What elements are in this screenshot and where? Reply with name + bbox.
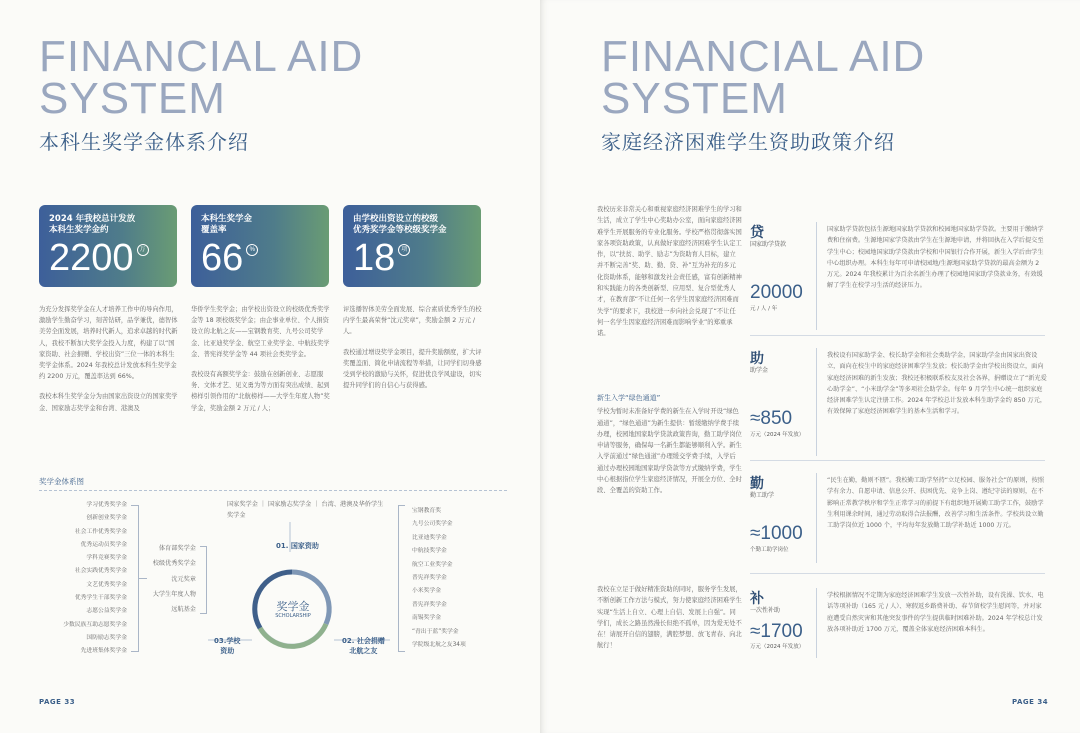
paragraph: 我校设有高额奖学金：鼓励在创新创业、志愿服务、文体才艺、见义勇为等方面有突出成绩、起到榜样引领作用的“北航榜样——大学生年度人物”奖学金，奖励金额 2 万元 / 人； xyxy=(191,371,330,412)
aid-figure: ≈1700 xyxy=(750,621,803,642)
right-bracket xyxy=(398,505,405,652)
list-item: 少数民族互助志愿奖学金 xyxy=(63,621,127,628)
stat-value: 66 % xyxy=(201,238,319,278)
aid-block-grant xyxy=(750,348,1047,458)
divider xyxy=(816,222,817,330)
list-item: 小米奖学金 xyxy=(412,588,441,595)
aid-unit: 万元（2024 年发放） xyxy=(750,644,805,650)
page-heading: FINANCIAL AID SYSTEM xyxy=(39,32,364,123)
school-scholarship-list xyxy=(140,541,196,617)
aid-title: 勤 xyxy=(750,476,764,492)
divider xyxy=(816,348,817,456)
unit-badge: 项 xyxy=(398,244,410,256)
stat-card-coverage xyxy=(191,205,329,287)
aid-description: 国家助学贷款包括生源地国家助学贷款和校园地国家助学贷款。主要用于缴纳学费和住宿费。生源地国家学贷款由学生在生源地申请，并将回执在入学后提交至学生中心；校园地国家助学贷款由学校和中国银行合作开展，新生入学后由学生中心组织办理。本科生每年可申请校园地/生源地国家助学贷款的最高金额为 2 万元。2024 年我校累计为百余名新生办理了校园地国家助学贷款业务，有效缓解了学生在校学习生活的经济压力。 xyxy=(827,226,1044,290)
list-item: 学院级北航之友34项 xyxy=(412,642,466,649)
list-item: 社会工作优秀奖学金 xyxy=(74,528,127,535)
list-item: 大学生年度人物 xyxy=(152,590,196,598)
list-item: 宝钢教育奖 xyxy=(412,508,441,514)
list-item: 中航技奖学金 xyxy=(412,548,447,555)
stat-label: 2024 年我校总计发放 本科生奖学金约 xyxy=(49,214,136,235)
paragraph: 为充分发挥奖学金在人才培养工作中的导向作用，激励学生勤奋学习，刻苦钻研，品学兼优，德智体美劳全面发展，培养时代新人，追求卓越的时代新人，我校不断加大奖学金投入力度，构建了以“国家资助、社会捐赠、学校出资”三位一体的本科生奖学金体系。2024 年我校总计发放本科生奖学金约 2200 万元，覆盖率达到 66%。 xyxy=(39,306,178,381)
aid-figure: 20000 xyxy=(750,282,803,303)
aid-name: 国家助学贷款 xyxy=(750,241,787,248)
node-school: 03.学校 资助 xyxy=(214,637,241,655)
list-item: 航空工业奖学金 xyxy=(412,561,453,568)
page-number: PAGE 34 xyxy=(1012,698,1049,706)
intro-text: 我校历来非常关心和重视家庭经济困难学生的学习和生活，成立了学生中心奖助办公室，面向家庭经济困难学生开展服务的专业化服务。学校严格贯彻落实国家各项资助政策，认真做好家庭经济困难学生认定工作，以“扶贫、助学、励志”为资助育人目标，建立并不断完善“奖、助、勤、贷、补”互为补充的多元化资助体系，能够和激发社会责任感，富有创新精神和实践能力的各类创新型、应用型、复合型优秀人才，在教育部“不让任何一名学生因家庭经济困难而失学”的要求下，我校进一步向社会兑现了“不让任何一名学生因家庭经济困难而影响学业”的郑重承诺。 xyxy=(597,206,742,338)
left-bracket xyxy=(131,505,139,652)
list-item: 学习优秀奖学金 xyxy=(86,502,127,508)
list-item: 普宪祥奖学金 xyxy=(412,601,447,608)
node-national: 01. 国家资助 xyxy=(276,542,319,550)
social-scholarship-list xyxy=(412,505,507,652)
node-social: 02. 社会捐赠 北航之友 xyxy=(342,637,385,655)
aid-unit: 万元（2024 年发放） xyxy=(750,432,805,438)
unit-badge: % xyxy=(246,244,258,256)
aid-description: “民生在勤，勤则不匮”。我校勤工助学坚持“立足校园、服务社会”的原则，按照学有余力、自愿申请、信息公开、扶困优先、竞争上岗、遵纪守法的原则，在不影响正常教学秩序和学生正常学习的前提下有组织地开展勤工助学工作，鼓励学生利用课余时间，通过劳动取得合法报酬，改善学习和生活条件。学校共设立勤工助学岗位近 1000 个，平均每年发放勤工助学补助近 1000 万元。 xyxy=(827,477,1045,530)
list-item: 社会实践优秀奖学金 xyxy=(74,568,127,575)
list-item: 沈元奖章 xyxy=(171,575,196,583)
stat-card-items xyxy=(343,205,481,287)
list-item: 体育部奖学金 xyxy=(158,545,196,552)
green-channel-heading: 新生入学“绿色通道” xyxy=(597,394,661,402)
list-item: 学科竞赛奖学金 xyxy=(86,555,127,562)
stat-value: 18 项 xyxy=(353,238,471,278)
page-34 xyxy=(540,0,1080,733)
closing-text: 我校在立足于做好精准资助的同时，服务学生发展，不断创新工作方法与模式，努力使家庭经济困难学生实现“生活上自立、心理上自信、发展上自强”。同学们，成长之路虽然漫长但绝不孤单，因为爱无处不在！请展开自信的翅膀，满腔梦想、放飞青春、向北航行！ xyxy=(597,586,742,650)
list-item: 普宪祥奖学金 xyxy=(412,575,447,582)
list-item: 文艺优秀奖学金 xyxy=(86,581,127,588)
aid-unit: 元 / 人 / 年 xyxy=(750,306,778,312)
aid-title: 贷 xyxy=(750,225,764,241)
body-column-1 xyxy=(39,304,179,423)
center-subtitle: SCHOLARSHIP xyxy=(275,613,311,619)
aid-name: 勤工助学 xyxy=(750,492,775,499)
paragraph: 评选播智体美劳全面发展、综合素质优秀学生的校内学生最高荣誉“沈元奖章”，奖励金额 2 万元 / 人。 xyxy=(343,306,482,336)
paragraph: 我校本科生奖学金分为由国家出资设立的国家奖学金、国家励志奖学金和台湾、港澳及 xyxy=(39,393,178,412)
divider xyxy=(750,335,1045,336)
aid-title: 补 xyxy=(750,591,764,607)
paragraph: 我校通过增设奖学金项目，提升奖励额度，扩大评奖覆盖面、简化申请流程等举措，让同学们切身感受到学校的激励与关怀，促进优良学风建设，切实提升同学们的自信心与获得感。 xyxy=(343,348,482,390)
list-item: 九号公司奖学金 xyxy=(412,521,453,528)
page-subtitle: 本科生奖学金体系介绍 xyxy=(39,130,249,154)
aid-name: 一次性补助 xyxy=(750,607,781,614)
body-column-2 xyxy=(191,304,331,423)
stat-card-total xyxy=(39,205,177,287)
diagram-label: 奖学金体系图 xyxy=(39,477,84,486)
list-item: 优秀学生干部奖学金 xyxy=(74,595,127,602)
aid-block-loan xyxy=(750,222,1044,332)
national-list: 国家奖学金 ｜ 国家励志奖学金 ｜ 台湾、港澳及华侨学生奖学金 xyxy=(227,501,384,519)
page-heading: FINANCIAL AID SYSTEM xyxy=(601,32,926,123)
aid-block-subsidy xyxy=(750,588,1044,678)
list-item: 志愿公益奖学金 xyxy=(86,608,127,615)
aid-figure: ≈850 xyxy=(750,408,793,429)
list-item: “青出于蓝”奖学金 xyxy=(412,628,459,635)
aid-description: 我校设有国家助学金、校长助学金和社会类助学金，国家助学金由国家出资设立，面向在校生中的家庭经济困难学生发放；校长助学金由学校出资设立，面向家庭经济困难的新生发放；我校还积极联系校友及社会各界，捐赠设立了“新光爱心助学金”、“小米助学金”等多项社会助学金。每年 9 月学生中心统一组织家庭经济困难学生认定注册工作。2024 年学校总计发放本科生助学金约 850 万元，有效保障了家庭经济困难学生的基本生活和学习。 xyxy=(827,352,1047,416)
page-subtitle: 家庭经济困难学生资助政策介绍 xyxy=(601,130,895,154)
center-title: 奖学金 xyxy=(276,600,310,613)
aid-block-work-study xyxy=(750,473,1045,573)
aid-description: 学校根据情况不定期为家庭经济困难学生发放一次性补助，设有洗澡、饮水、电话等项补助（165 元 / 人）、寒假返乡路费补助、春节留校学生慰问等，并对家庭遭受自然灾害和其他突发事件的学生提供临时困难补助。2024 年学校总计发放各项补助近 1700 万元，覆盖全体家庭经济困难本科生。 xyxy=(827,592,1044,633)
green-channel-block xyxy=(597,393,742,497)
page-number: PAGE 33 xyxy=(39,698,76,706)
divider xyxy=(816,588,817,658)
stat-label: 由学校出资设立的校级 优秀奖学金等校级奖学金 xyxy=(353,214,447,235)
stat-label: 本科生奖学金 覆盖率 xyxy=(201,214,253,235)
divider xyxy=(750,573,1045,574)
list-item: 远航基金 xyxy=(171,606,196,614)
list-item: 先进班集体奖学金 xyxy=(80,648,127,655)
green-channel-text: 学校为暂时未准备好学费的新生在入学时开设“绿色通道”，“绿色通道”为新生提供：暂缓缴纳学费手续办理，校园地国家助学贷款政策咨询，勤工助学岗位申请等服务，确保每一名新生都能够顺利入学。新生入学前通过“绿色通道”办理缓交学费手续，入学后通过办理校园地国家助学贷款等方式缴纳学费，学生中心根据指位学生家庭经济情况，开展全方位、全时段、全覆盖的资助工作。 xyxy=(597,408,742,495)
aid-title: 助 xyxy=(750,351,764,367)
aid-name: 助学金 xyxy=(750,367,769,374)
divider xyxy=(750,460,1045,461)
list-item: 南锡奖学金 xyxy=(412,615,441,622)
list-item: 国防励志奖学金 xyxy=(86,634,127,641)
paragraph: 华侨学生奖学金；由学校出资设立的校级优秀奖学金等 18 项校级奖学金；由企事业单位、个人捐资设立的北航之友——宝钢教育奖、九号公司奖学金、比亚迪奖学金、航空工业奖学金、中航技奖学金、普宪祥奖学金等 44 项社会类奖学金。 xyxy=(191,306,330,358)
list-item: 校级优秀奖学金 xyxy=(152,560,196,568)
unit-badge: 万 xyxy=(137,244,149,256)
stat-value: 2200 万 xyxy=(49,238,167,278)
left-scholarship-list xyxy=(40,499,127,659)
list-item: 创新创业奖学金 xyxy=(86,515,127,522)
body-column-3 xyxy=(343,304,483,400)
aid-figure: ≈1000 xyxy=(750,523,803,544)
divider xyxy=(816,473,817,563)
aid-unit: 个勤工助学岗位 xyxy=(750,547,789,553)
divider xyxy=(39,490,507,491)
list-item: 比亚迪奖学金 xyxy=(412,534,447,541)
list-item: 优秀运动员奖学金 xyxy=(80,541,127,548)
